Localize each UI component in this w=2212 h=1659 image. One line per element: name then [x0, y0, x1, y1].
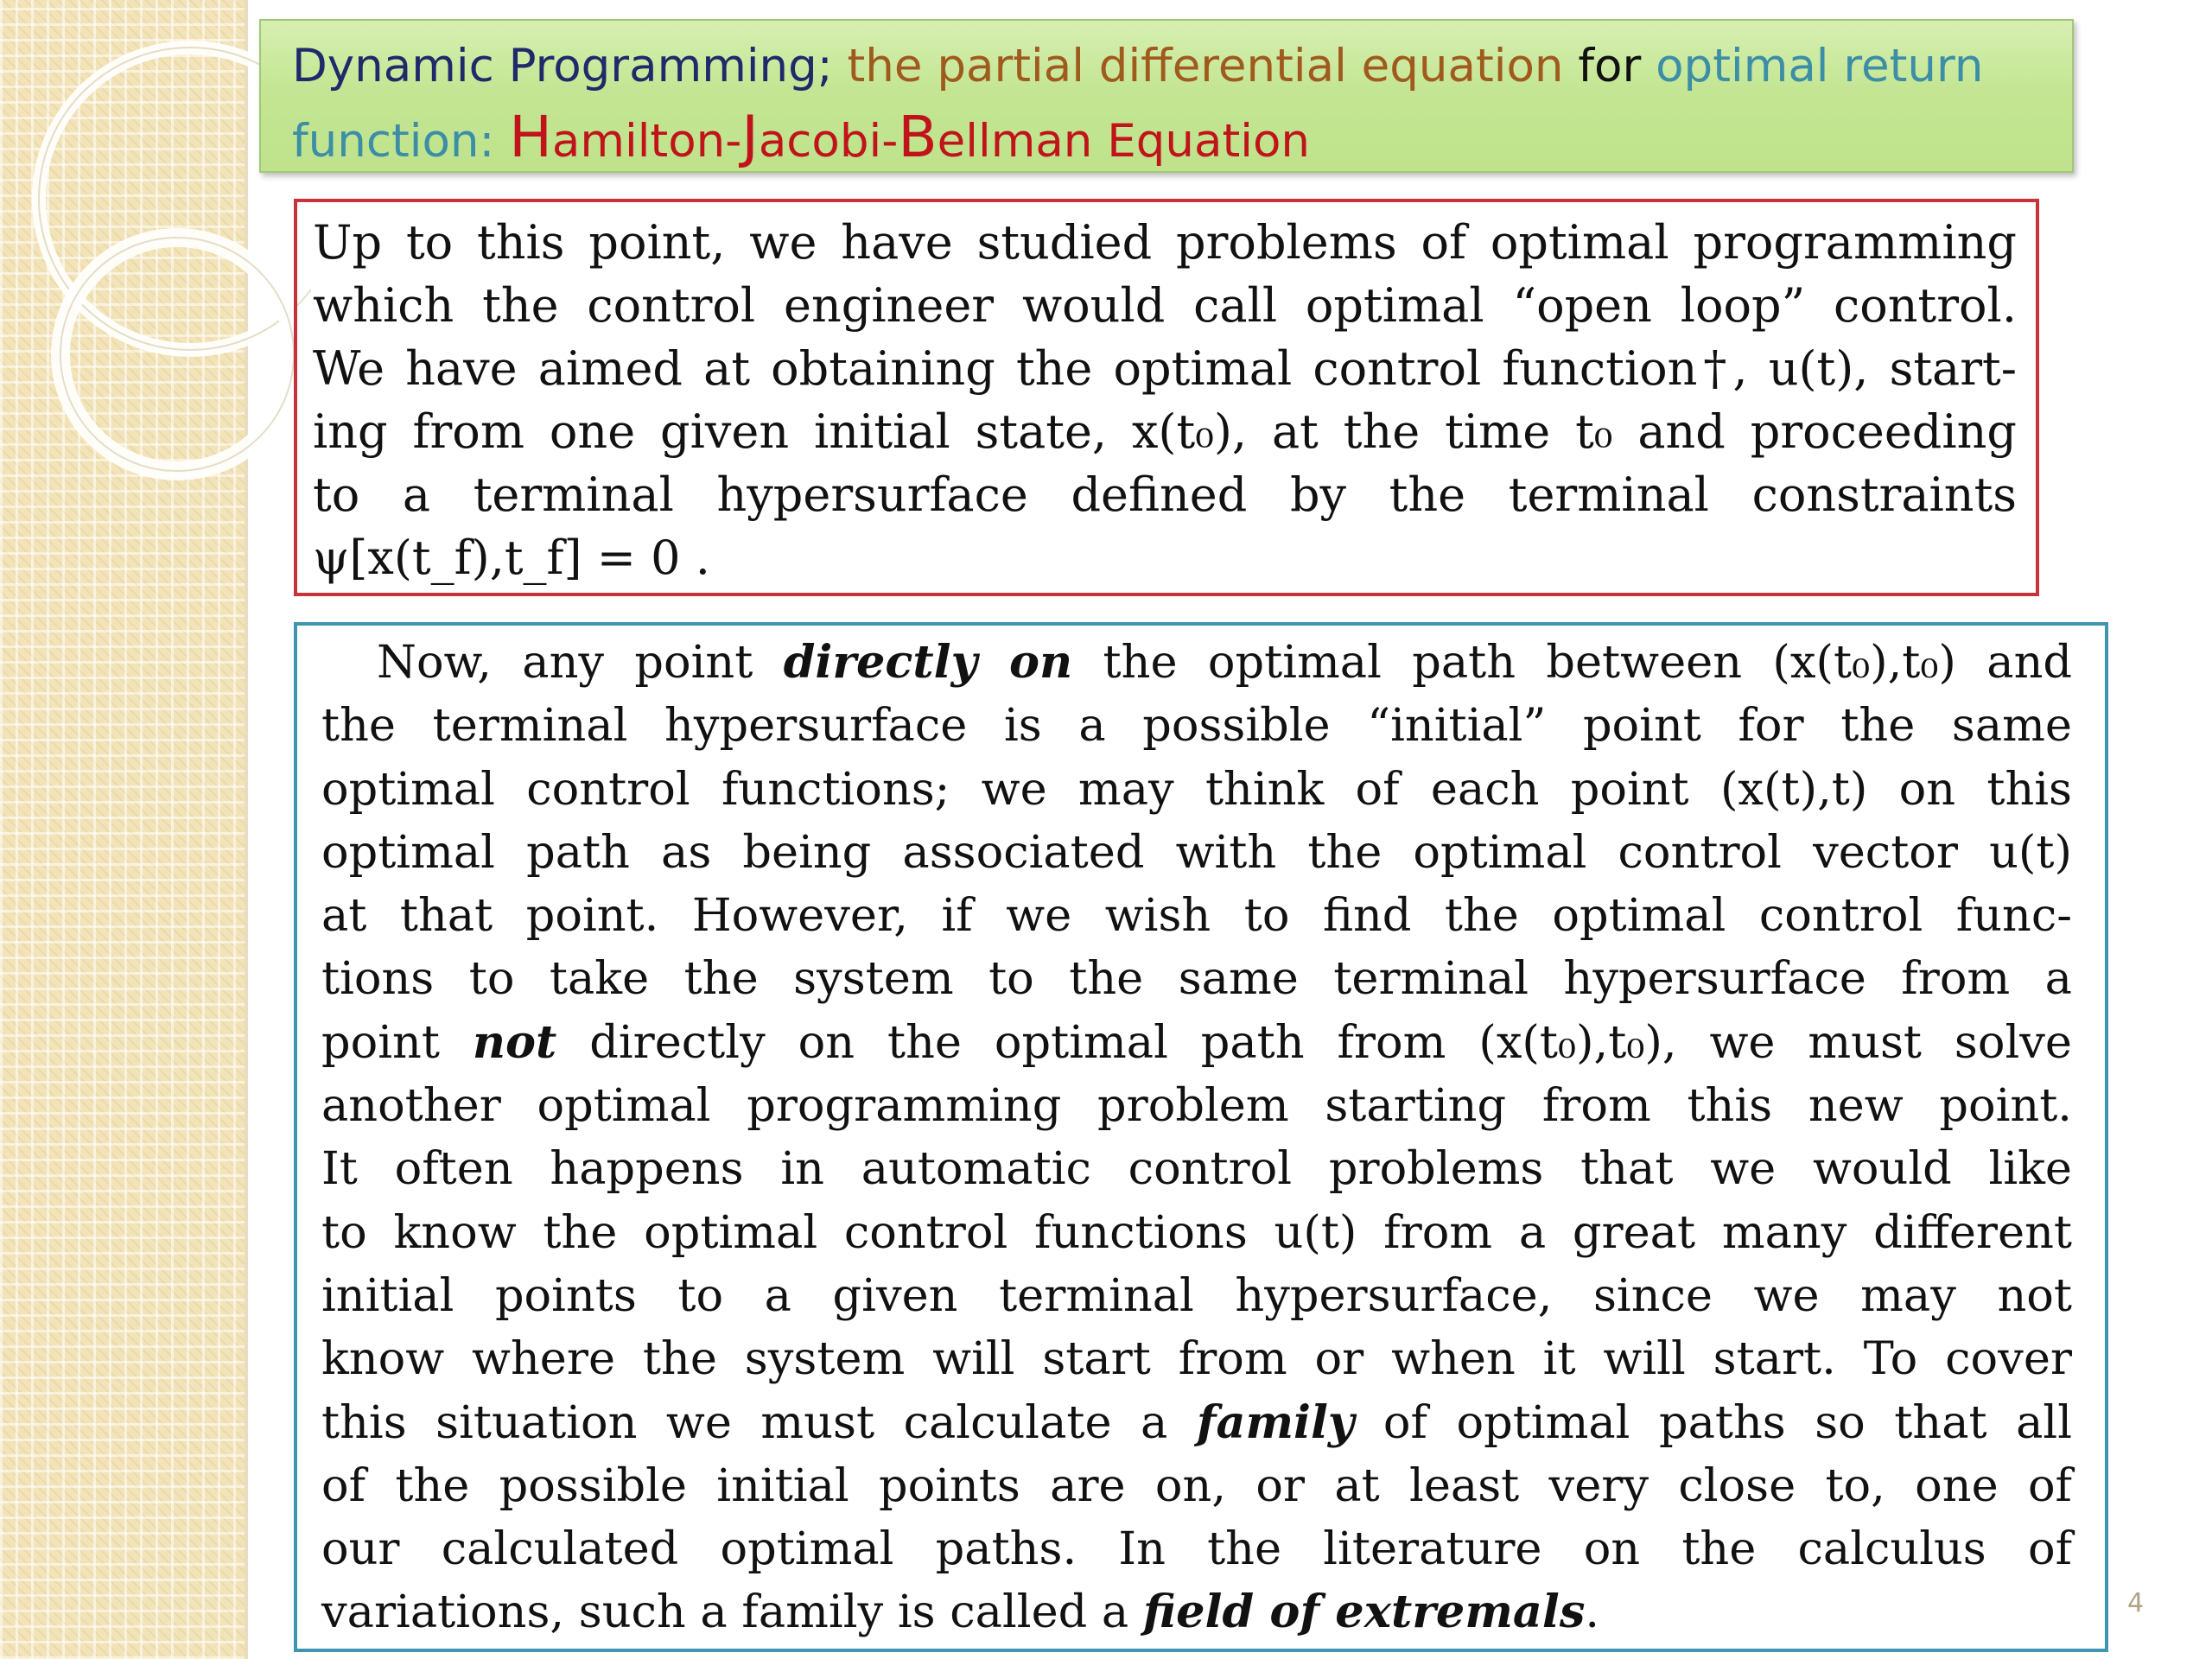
text-line: which the control engineer would call optimal “open loop” control.	[313, 278, 2017, 333]
slide-number: 4	[2127, 1588, 2145, 1618]
title-part-optimal-return: optimal return	[1656, 40, 1984, 92]
text-line: know where the system will start from or when it will start. To cover	[321, 1332, 2072, 1386]
title-hjb	[509, 104, 1310, 170]
text-line: Up to this point, we have studied problems of optimal programming	[313, 215, 2017, 270]
text-line: We have aimed at obtaining the optimal control function†, u(t), start-	[313, 341, 2017, 396]
text-line: point not directly on the optimal path from (x(t₀),t₀), we must solve	[321, 1015, 2073, 1069]
title-h-cap: H	[509, 104, 552, 170]
text-line: ing from one given initial state, x(t₀), at the time t₀ and proceeding	[313, 404, 2017, 459]
text-line: at that point. However, if we wish to find the optimal control func-	[321, 889, 2072, 943]
emphasis-not: not	[472, 1015, 557, 1069]
title-part-for: for	[1578, 40, 1642, 92]
slide-title	[259, 19, 2074, 173]
text-line: ψ[x(t_f),t_f] = 0 .	[313, 531, 710, 585]
text-line: initial points to a given terminal hypersurface, since we may not	[321, 1268, 2072, 1322]
title-b-cap: B	[898, 104, 938, 170]
text-line: of the possible initial points are on, or at least very close to, one of	[321, 1459, 2072, 1512]
emphasis-field-of-extremals: field of extremals	[1142, 1586, 1586, 1639]
text-line: to know the optimal control functions u(t) from a great many different	[321, 1205, 2072, 1259]
text-line: Now, any point directly on the optimal path between (x(t₀),t₀) and	[377, 636, 2072, 689]
text-line: to a terminal hypersurface defined by the terminal constraints	[313, 467, 2017, 522]
text-line: another optimal programming problem starting from this new point.	[321, 1079, 2072, 1133]
title-j-cap: J	[741, 104, 759, 170]
emphasis-directly-on: directly on	[783, 636, 1073, 689]
text-line: optimal path as being associated with the optimal control vector u(t)	[321, 825, 2072, 879]
text-line: this situation we must calculate a family of optimal paths so that all	[321, 1395, 2072, 1449]
field-of-extremals-text-box	[294, 622, 2108, 1652]
text-line: optimal control functions; we may think of each point (x(t),t) on this	[321, 762, 2072, 816]
title-h-rest: amilton-	[551, 115, 742, 168]
text-line: tions to take the system to the same terminal hypersurface from a	[321, 952, 2072, 1006]
title-part-function: function:	[292, 115, 495, 168]
text-line: the terminal hypersurface is a possible “initial” point for the same	[321, 699, 2072, 753]
title-b-rest: ellman Equation	[937, 115, 1310, 168]
open-loop-text-box	[294, 199, 2039, 596]
title-part-dynamic-programming: Dynamic Programming;	[292, 40, 833, 92]
title-part-pde: the partial differential equation	[847, 40, 1564, 92]
text-line: our calculated optimal paths. In the literature on the calculus of	[321, 1522, 2072, 1576]
emphasis-family: family	[1196, 1395, 1355, 1449]
text-line: It often happens in automatic control problems that we would like	[321, 1142, 2072, 1196]
title-j-rest: acobi-	[758, 115, 899, 168]
text-line: variations, such a family is called a field of extremals.	[321, 1586, 1600, 1639]
